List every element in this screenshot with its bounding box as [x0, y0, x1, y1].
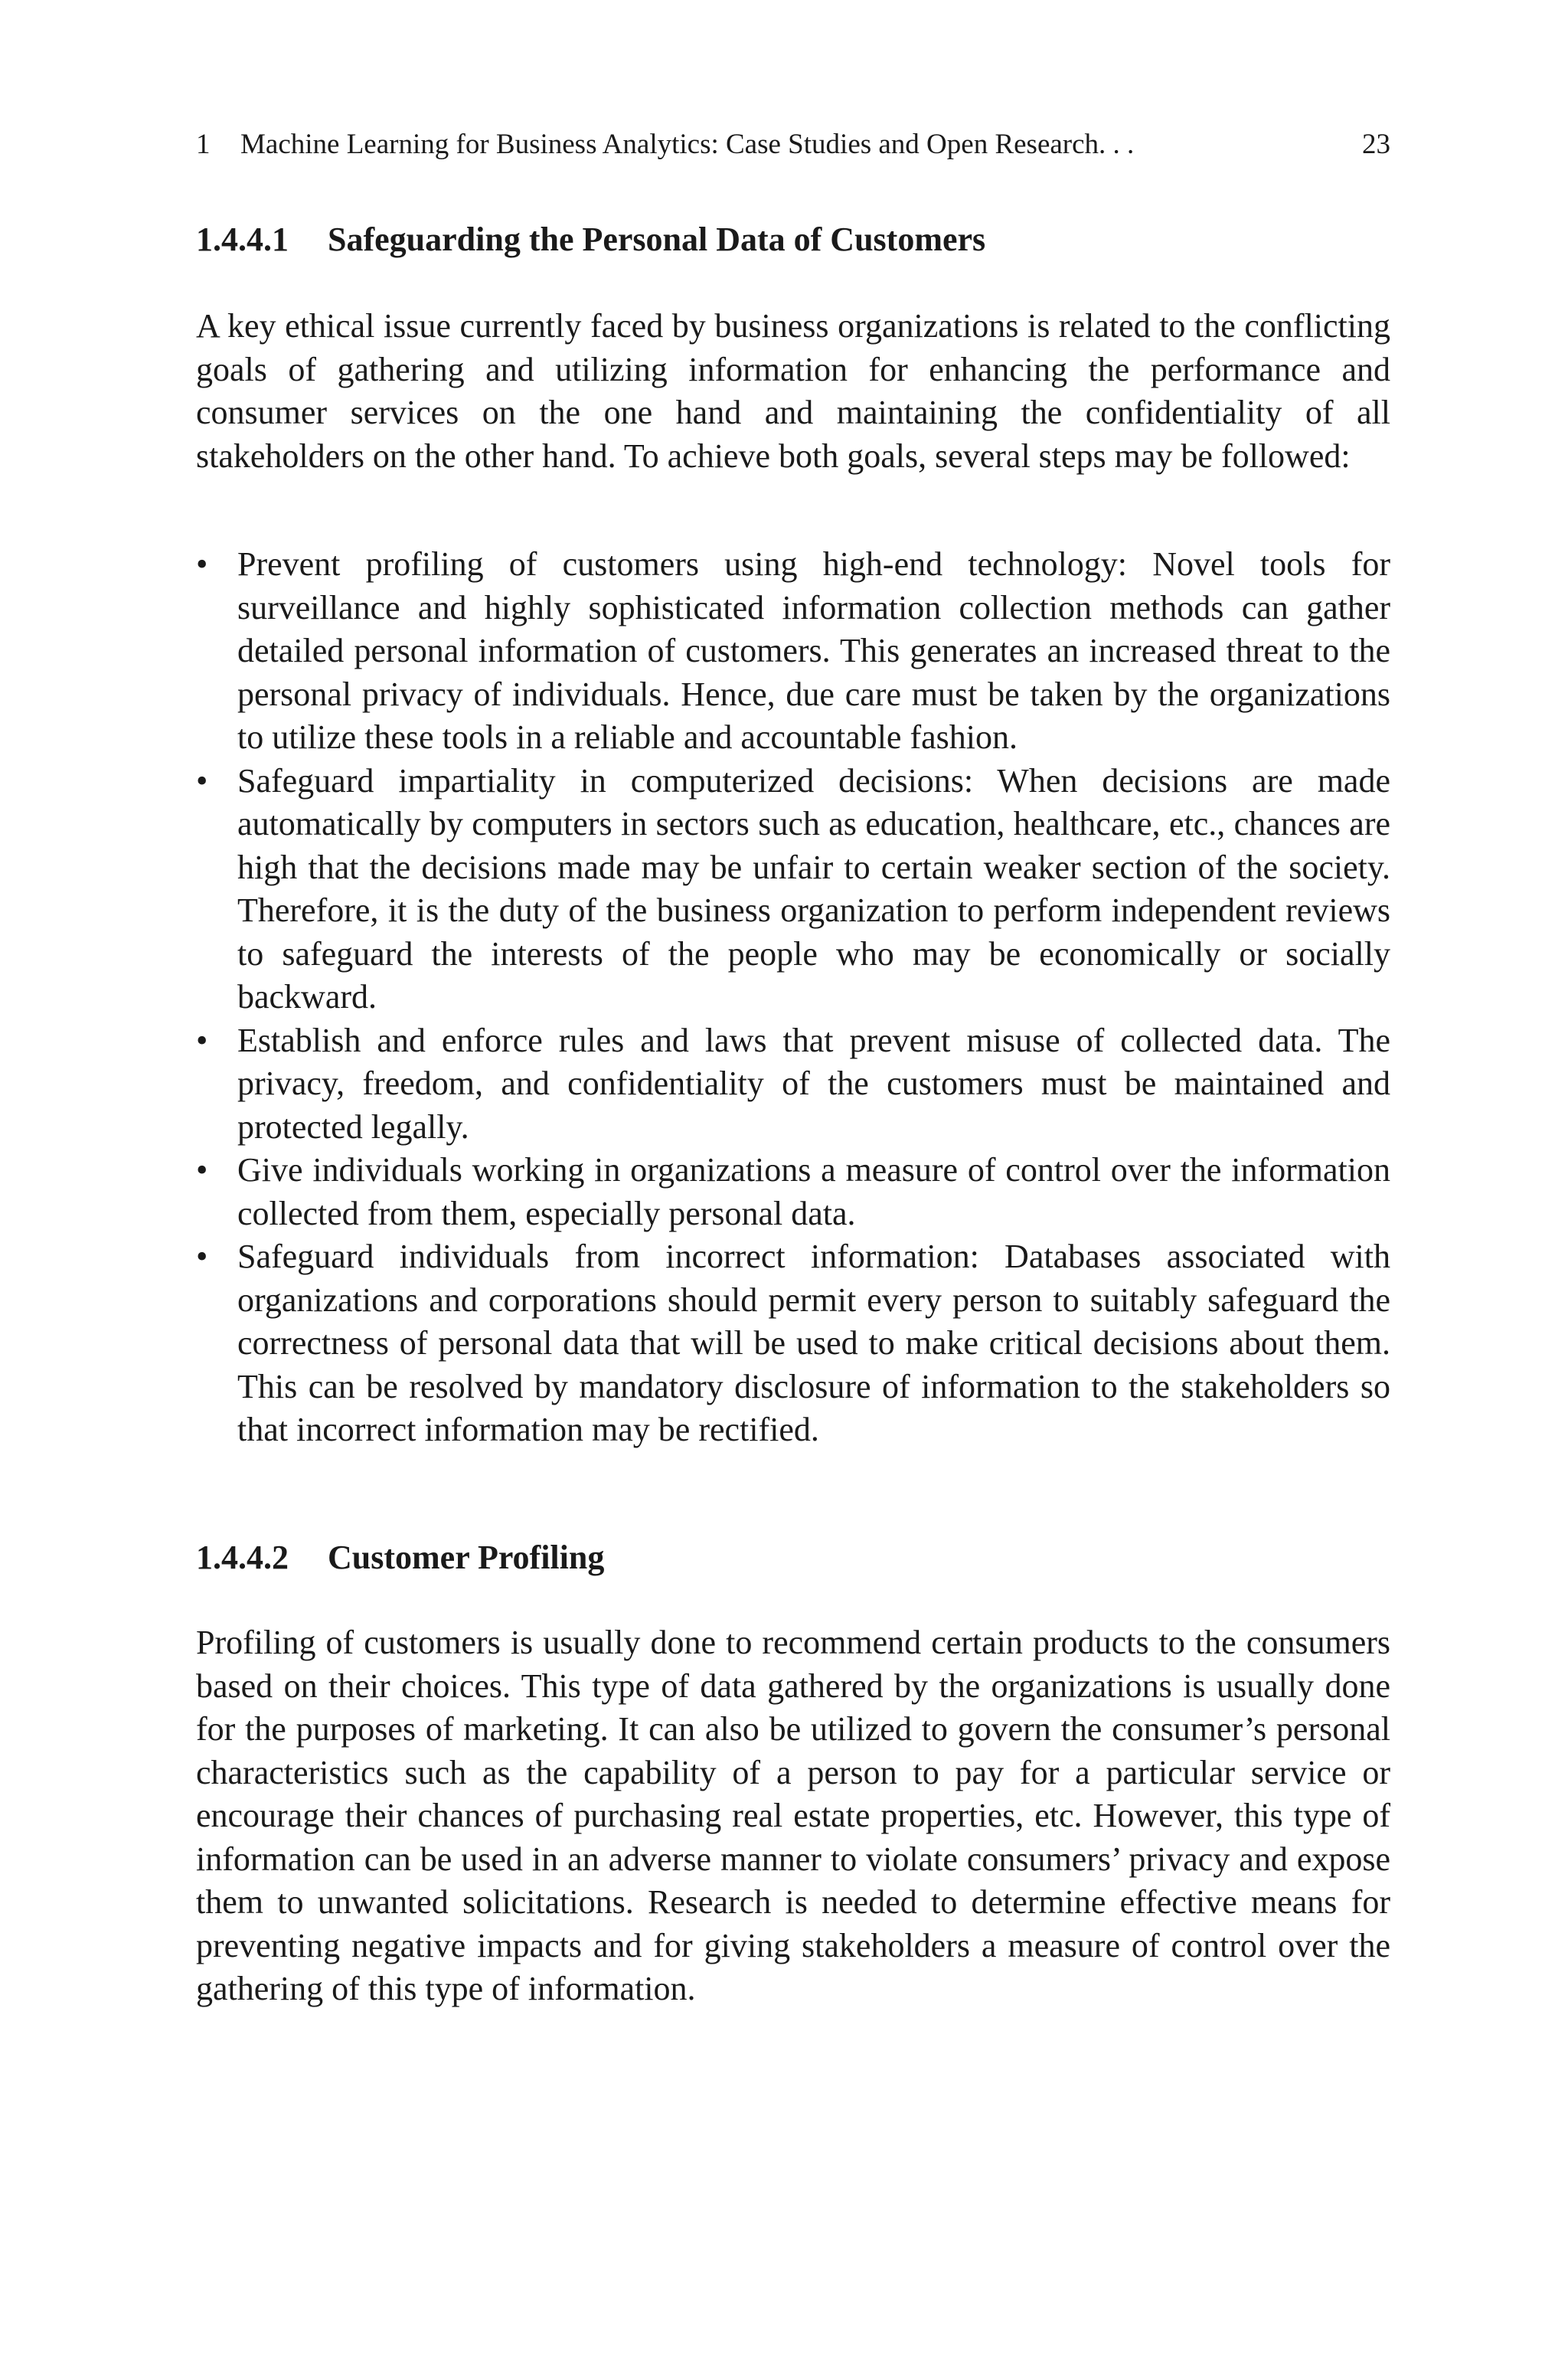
chapter-title: Machine Learning for Business Analytics: Case Studies and Open Research. . .	[240, 129, 1135, 160]
bullet-marker: •	[196, 545, 208, 583]
list-item-text: Establish and enforce rules and laws that prevent misuse of collected data. The privacy, freedom, and confidentiality of the customers must be maintained and protected legally.	[237, 1021, 1390, 1146]
bullet-marker: •	[196, 1151, 208, 1189]
section-heading-2	[196, 1535, 604, 1581]
list-item	[196, 543, 1390, 760]
bullet-marker: •	[196, 1238, 208, 1275]
list-item	[196, 1149, 1390, 1235]
section-number: 1.4.4.1	[196, 221, 289, 258]
list-item	[196, 1019, 1390, 1150]
bullet-list	[196, 543, 1390, 1452]
list-item	[196, 1235, 1390, 1452]
bullet-marker: •	[196, 1021, 208, 1059]
list-item	[196, 760, 1390, 1019]
section-number: 1.4.4.2	[196, 1539, 289, 1576]
list-item-text: Give individuals working in organizations a measure of control over the information collected from them, especially personal data.	[237, 1151, 1390, 1232]
list-item-text: Prevent profiling of customers using high-end technology: Novel tools for surveillance and highly sophisticated information collection methods can gather detailed personal information of customers. This generates an increased threat to the personal privacy of individuals. Hence, due care must be taken by the organizations to utilize these tools in a reliable and accountable fashion.	[237, 545, 1390, 756]
list-item-text: Safeguard impartiality in computerized decisions: When decisions are made automatically by computers in sectors such as education, healthcare, etc., chances are high that the decisions made may be unfair to certain weaker section of the society. Therefore, it is the duty of the business organization to perform independent reviews to safeguard the interests of the people who may be economically or socially backward.	[237, 761, 1390, 1016]
section-title: Customer Profiling	[328, 1539, 605, 1576]
bullet-marker: •	[196, 761, 208, 800]
intro-paragraph: A key ethical issue currently faced by business organizations is related to the conflicting goals of gathering and utilizing information for enhancing the performance and consumer services on the one hand and maintaining the confidentiality of all stakeholders on the other hand. To achieve both goals, several steps may be followed:	[196, 307, 1390, 475]
chapter-number: 1	[196, 129, 211, 160]
list-item-text: Safeguard individuals from incorrect information: Databases associated with organizations and corporations should permit every person to suitably safeguard the correctness of personal data that will be used to make critical decisions about them. This can be resolved by mandatory disclosure of information to the stakeholders so that incorrect information may be rectified.	[237, 1238, 1390, 1448]
page-number: 23	[1362, 129, 1390, 160]
section-heading-1	[196, 217, 985, 263]
section-title: Safeguarding the Personal Data of Customers	[328, 221, 986, 258]
body-paragraph: Profiling of customers is usually done to recommend certain products to the consumers based on their choices. This type of data gathered by the organizations is usually done for the purposes of marketing. It can also be utilized to govern the consumer’s personal characteristics such as the capability of a person to pay for a particular service or encourage their chances of purchasing real estate properties, etc. However, this type of information can be used in an adverse manner to violate consumers’ privacy and expose them to unwanted solicitations. Research is needed to determine effective means for preventing negative impacts and for giving stakeholders a measure of control over the gathering of this type of information.	[196, 1624, 1390, 2007]
running-head	[196, 124, 1390, 165]
